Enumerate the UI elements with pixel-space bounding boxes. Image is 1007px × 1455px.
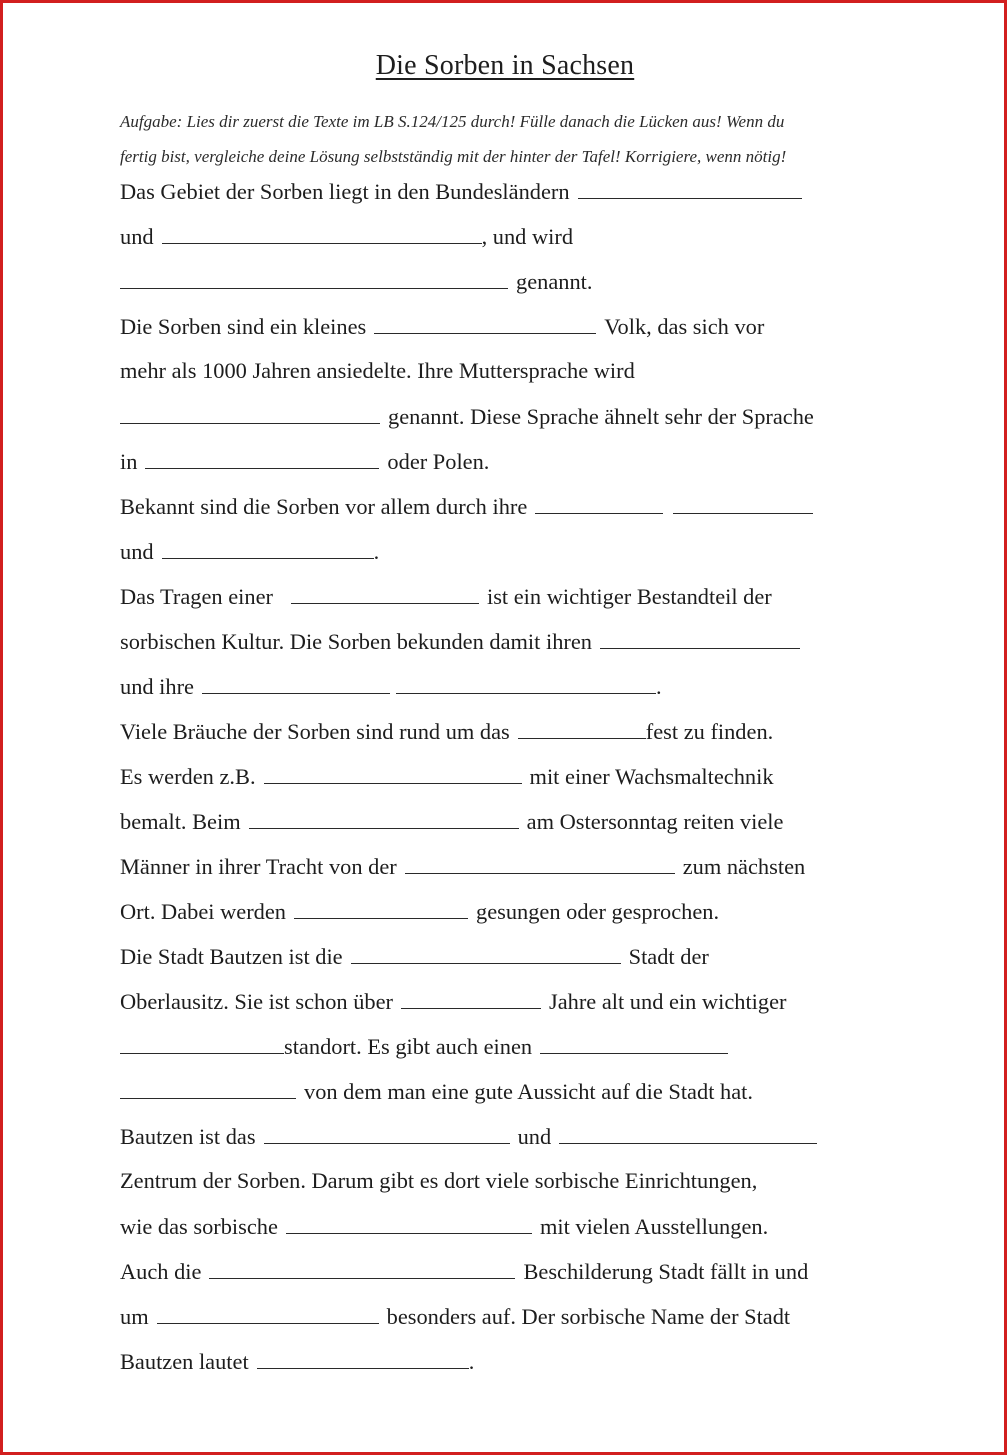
text-segment: fest zu finden. [645,719,774,744]
text-segment: in [120,449,138,474]
text-segment: Bekannt sind die Sorben vor allem durch ihre [120,494,528,519]
text-line [120,264,592,298]
text-segment: Das Gebiet der Sorben liegt in den Bundesländern [120,179,570,204]
text-line [120,534,379,568]
text-segment: . [656,674,662,699]
text-line [120,624,800,658]
answer-blank[interactable] [120,1074,296,1099]
text-segment: Viele Bräuche der Sorben sind rund um das [120,719,510,744]
task-line: fertig bist, vergleiche deine Lösung selbstständig mit der hinter der Tafel! Korrigiere, wenn nötig! [120,147,787,166]
text-segment: Stadt der [628,944,709,969]
text-segment: Auch die [120,1259,202,1284]
text-segment: Bautzen lautet [120,1349,249,1374]
text-segment: zum nächsten [682,854,806,879]
answer-blank[interactable] [578,174,802,199]
text-line [120,174,802,208]
answer-blank[interactable] [209,1254,515,1279]
answer-blank[interactable] [120,264,508,289]
text-line [120,714,773,748]
text-line [120,1344,474,1378]
text-line [120,669,662,703]
text-segment: Die Stadt Bautzen ist die [120,944,343,969]
answer-blank[interactable] [600,624,800,649]
text-segment: von dem man eine gute Aussicht auf die Stadt hat. [304,1079,753,1104]
text-line [120,309,764,343]
text-segment: Die Sorben sind ein kleines [120,314,367,339]
answer-blank[interactable] [249,804,519,829]
answer-blank[interactable] [540,1029,728,1054]
answer-blank[interactable] [162,534,374,559]
answer-blank[interactable] [145,444,379,469]
answer-blank[interactable] [120,1029,284,1054]
answer-blank[interactable] [518,714,646,739]
text-segment: , und wird [481,224,574,249]
answer-blank[interactable] [559,1119,817,1144]
text-segment: gesungen oder gesprochen. [476,899,720,924]
text-line [120,1074,753,1108]
text-segment: mit einer Wachsmaltechnik [529,764,774,789]
answer-blank[interactable] [294,894,468,919]
text-segment: und [120,224,154,249]
text-segment: genannt. [516,269,593,294]
text-segment: am Ostersonntag reiten viele [526,809,784,834]
text-segment: Bautzen ist das [120,1124,256,1149]
text-segment: Das Tragen einer [120,584,273,609]
text-line [120,849,805,883]
answer-blank[interactable] [405,849,675,874]
text-segment: genannt. Diese Sprache ähnelt sehr der Sprache [388,404,814,429]
text-segment: und ihre [120,674,194,699]
text-segment: Oberlausitz. Sie ist schon über [120,989,393,1014]
answer-blank[interactable] [157,1299,379,1324]
text-segment: Ort. Dabei werden [120,899,286,924]
text-segment: und [120,539,154,564]
answer-blank[interactable] [374,309,596,334]
answer-blank[interactable] [286,1209,532,1234]
text-segment: standort. Es gibt auch einen [284,1034,533,1059]
text-segment: Männer in ihrer Tracht von der [120,854,397,879]
text-line [120,489,813,523]
answer-blank[interactable] [401,984,541,1009]
answer-blank[interactable] [257,1344,469,1369]
answer-blank[interactable] [120,399,380,424]
text-segment: mehr als 1000 Jahren ansiedelte. Ihre Muttersprache wird [120,358,635,383]
text-segment: . [468,1349,475,1374]
text-segment: wie das sorbische [120,1214,278,1239]
text-segment: bemalt. Beim [120,809,241,834]
answer-blank[interactable] [396,669,656,694]
text-segment: besonders auf. Der sorbische Name der Stadt [386,1304,791,1329]
text-segment: Volk, das sich vor [604,314,765,339]
text-line [120,219,573,253]
text-line [120,579,772,613]
answer-blank[interactable] [264,1119,510,1144]
text-segment: . [373,539,380,564]
text-line [120,1164,757,1198]
answer-blank[interactable] [264,759,522,784]
answer-blank[interactable] [351,939,621,964]
text-line [120,1119,817,1153]
text-line [120,444,489,478]
answer-blank[interactable] [202,669,390,694]
text-line [120,984,787,1018]
text-line [120,1209,768,1243]
answer-blank[interactable] [535,489,663,514]
text-line [120,1029,728,1063]
text-segment: oder Polen. [387,449,490,474]
text-segment: Beschilderung Stadt fällt in und [523,1259,809,1284]
text-segment: ist ein wichtiger Bestandteil der [486,584,772,609]
text-segment: und [517,1124,552,1149]
worksheet-title: Die Sorben in Sachsen [375,50,635,81]
text-segment: Jahre alt und ein wichtiger [548,989,787,1014]
text-line [120,939,709,973]
task-line: Aufgabe: Lies dir zuerst die Texte im LB S.124/125 durch! Fülle danach die Lücken aus! Wenn du [120,112,785,131]
answer-blank[interactable] [162,219,482,244]
text-line [120,399,814,433]
text-line [120,354,635,388]
text-segment: Zentrum der Sorben. Darum gibt es dort viele sorbische Einrichtungen, [120,1168,758,1193]
text-segment: sorbischen Kultur. Die Sorben bekunden damit ihren [120,629,592,654]
answer-blank[interactable] [673,489,813,514]
text-line [120,1254,808,1288]
text-line [120,759,774,793]
text-segment: Es werden z.B. [120,764,256,789]
text-line [120,804,783,838]
text-line [120,894,719,928]
answer-blank[interactable] [291,579,479,604]
text-line [120,1299,790,1333]
task-instructions [120,104,890,174]
text-segment: um [120,1304,149,1329]
text-segment: mit vielen Ausstellungen. [539,1214,769,1239]
